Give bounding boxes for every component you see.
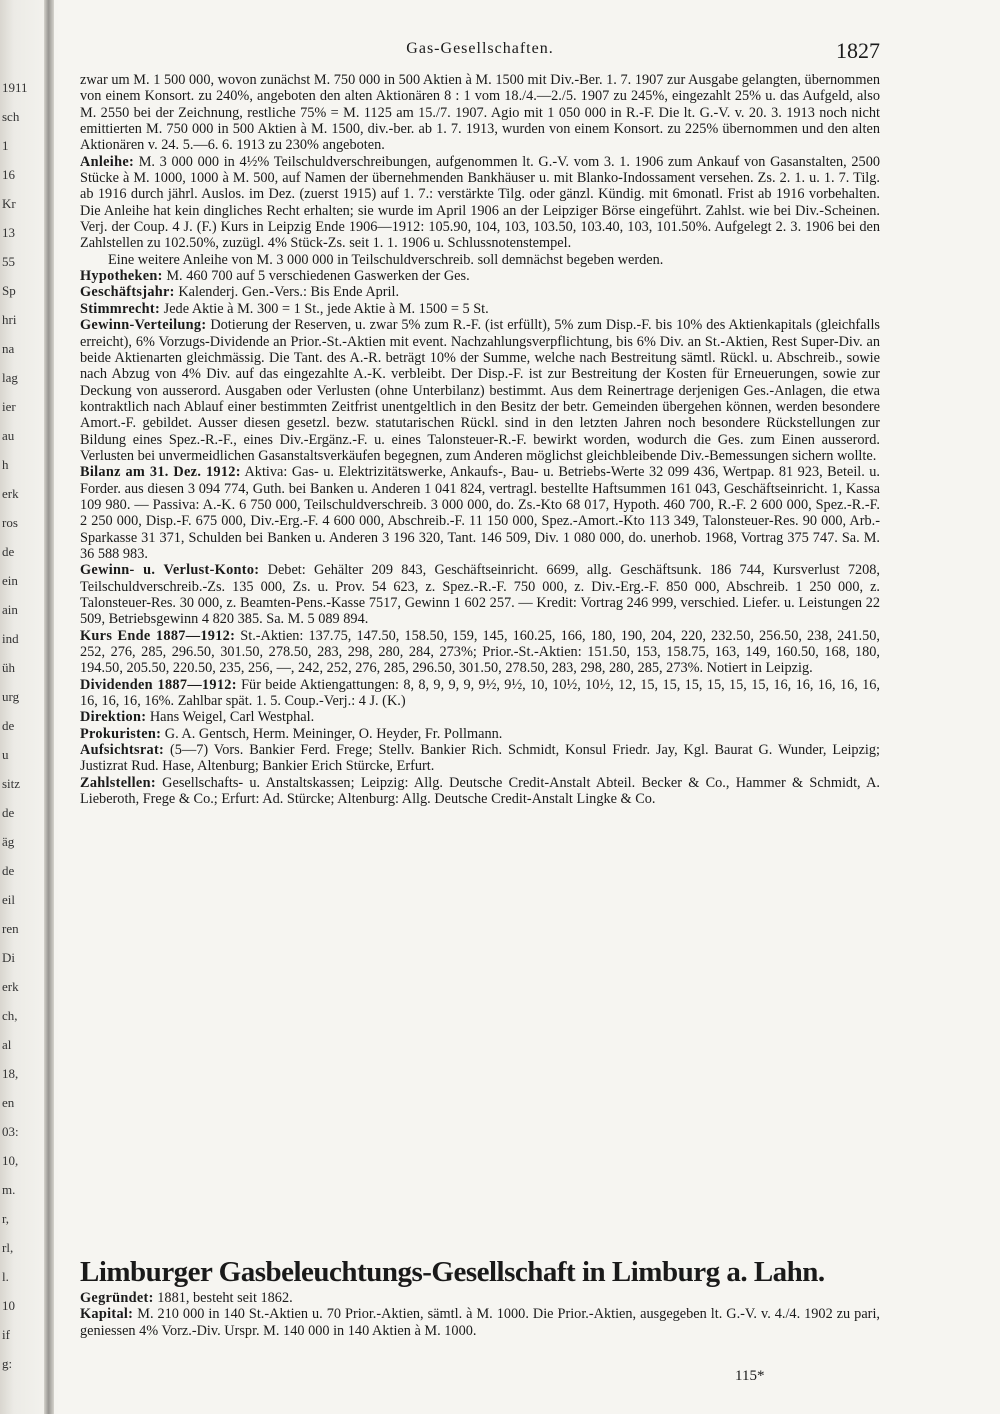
- company-entry-limburg: [80, 1290, 880, 1339]
- margin-fragment: rl,: [2, 1240, 14, 1255]
- margin-fragment: r,: [2, 1211, 10, 1226]
- entry-paragraph: [80, 726, 880, 742]
- margin-fragment: 16: [2, 167, 15, 182]
- signature-mark: 115*: [735, 1368, 765, 1384]
- margin-fragment: üh: [2, 660, 15, 675]
- margin-fragment: l.: [2, 1269, 9, 1284]
- entry-paragraph: [80, 709, 880, 725]
- margin-fragment: eil: [2, 892, 15, 907]
- margin-fragment: 55: [2, 254, 15, 269]
- entry-paragraph: [80, 1290, 880, 1306]
- margin-fragment: 13: [2, 225, 15, 240]
- margin-fragment: sitz: [2, 776, 21, 791]
- margin-fragment: m.: [2, 1182, 16, 1197]
- paragraph-text: M. 3 000 000 in 4½% Teilschuldverschreibungen, aufgenommen lt. G.-V. vom 3. 1. 1906 zum Ankauf von Gasanstalten, 2500 Stücke à M. 1000, 1000 à M. 500, auf Namen der übernehmenden Bankhäuser u. mit Blanko-Indossament versehen. Zs. 2. 1. u. 1. 7. Tilg. ab 1916 durch jährl. Auslos. im Dez. (zuerst 1915) auf 1. 7.: verstärkte Tilg. oder gänzl. Kündig. mit 6monatl. Frist ab 1916 vorbehalten. Die Anleihe hat kein dingliches Recht erhalten; sie wurde im April 1906 an der Leipziger Börse eingeführt. Zahlst. wie bei Div.-Scheinen. Verj. der Coup. 4 J. (F.) Kurs in Leipzig Ende 1906—1912: 105.90, 104, 103, 103.50, 103.40, 103, 101.50%. Aufgelegt 2. 3. 1906 bei den Zahlstellen zu 102.50%, zuzügl. 4% Stück-Zs. seit 1. 1. 1906 u. Schlussnotenstempel.: [80, 153, 880, 252]
- paragraph-text: Gesellschafts- u. Anstaltskassen; Leipzig: Allg. Deutsche Credit-Anstalt Abteil. Becker & Co., Hammer & Schmidt, A. Lieberoth, Frege & Co.; Erfurt: Ad. Stürcke; Altenburg: Allg. Deutsche Credit-Anstalt Lingke & Co.: [80, 774, 880, 808]
- company-heading: Limburger Gasbeleuchtungs-Gesellschaft in Limburg a. Lahn.: [80, 1256, 825, 1288]
- paragraph-label: Direktion:: [80, 709, 147, 726]
- margin-fragment: urg: [2, 689, 20, 704]
- margin-fragment: 18,: [2, 1066, 19, 1081]
- entry-paragraph: [80, 154, 880, 252]
- margin-fragment: ier: [2, 399, 16, 414]
- margin-fragment: al: [2, 1037, 12, 1052]
- paragraph-text: Debet: Gehälter 209 843, Geschäftseinricht. 6699, allg. Geschäftsunk. 186 744, Kursverlust 7208, Teilschuldverschreib.-Zs. 135 000, Zs. u. Prov. 54 623, z. Spez.-R.-F. 750 000, z. Div.-Erg.-F. 850 000, Abschreib. 1 250 000, z. Talonsteuer-Res. 30 000, z. Beamten-Pens.-Kasse 7517, Gewinn 1 602 257. — Kredit: Vortrag 246 999, verschied. Liefer. u. Leistungen 22 509, Betriebsgewinn 4 820 385. Sa. M. 5 089 894.: [80, 562, 880, 628]
- paragraph-text: St.-Aktien: 137.75, 147.50, 158.50, 159, 145, 160.25, 166, 180, 190, 204, 220, 232.50, 256.50, 238, 241.50, 252, 276, 285, 296.50, 301.50, 278.50, 283, 298, 280, 284, 273%; Prior.-St.-Aktien: 151.50, 153, 158.75, 163, 149, 160.50, 168, 180, 194.50, 205.50, 220.50, 235, 256, —, 242, 252, 276, 285, 296.50, 301.50, 278.50, 283, 298, 280, 285, 273%. Notiert in Leipzig.: [80, 627, 880, 677]
- entry-paragraph: [80, 284, 880, 300]
- paragraph-label: Hypotheken:: [80, 268, 163, 285]
- paragraph-label: Gegründet:: [80, 1290, 154, 1306]
- paragraph-label: Gewinn- u. Verlust-Konto:: [80, 562, 260, 579]
- running-title: Gas-Gesellschaften.: [406, 40, 554, 57]
- paragraph-label: Anleihe:: [80, 153, 135, 170]
- paragraph-text: Für beide Aktiengattungen: 8, 8, 9, 9, 9, 9½, 9½, 10, 10½, 10½, 12, 15, 15, 15, 15, 15, 15, 16, 16, 16, 16, 16, 16, 16, 16, 16%. Zahlbar spät. 1. 5. Coup.-Verj.: 4 J. (K.): [80, 676, 880, 710]
- paragraph-text: M. 460 700 auf 5 verschiedenen Gaswerken der Ges.: [166, 268, 470, 285]
- entry-paragraph: [80, 1306, 880, 1339]
- entry-paragraph: [80, 775, 880, 808]
- paragraph-text: Jede Aktie à M. 300 = 1 St., jede Aktie à M. 1500 = 5 St.: [163, 300, 489, 317]
- margin-fragment: en: [2, 1095, 15, 1110]
- margin-fragment: ein: [2, 573, 18, 588]
- margin-fragment: if: [2, 1327, 10, 1342]
- paragraph-label: Aufsichtsrat:: [80, 742, 165, 759]
- paragraph-text: (5—7) Vors. Bankier Ferd. Frege; Stellv. Bankier Rich. Schmidt, Konsul Friedr. Jay, Kgl. Baurat G. Wunder, Leipzig; Justizrat Rud. Hase, Altenburg; Bankier Erich Stürcke, Erfurt.: [80, 742, 881, 775]
- paragraph-label: Kapital:: [80, 1306, 134, 1323]
- entry-paragraph: [80, 301, 880, 317]
- margin-fragment: 10,: [2, 1153, 19, 1168]
- paragraph-text: G. A. Gentsch, Herm. Meininger, O. Heyder, Fr. Pollmann.: [164, 725, 503, 742]
- paragraph-label: Gewinn-Verteilung:: [80, 317, 207, 334]
- paragraph-label: Prokuristen:: [80, 725, 162, 742]
- margin-fragment: sch: [2, 109, 20, 124]
- margin-fragment: ain: [2, 602, 18, 617]
- paragraph-label: Geschäftsjahr:: [80, 284, 175, 301]
- margin-fragment: erk: [2, 979, 19, 994]
- margin-fragment: 10: [2, 1298, 15, 1313]
- paragraph-label: Dividenden 1887—1912:: [80, 676, 237, 693]
- company-entry-continued: [80, 72, 880, 807]
- margin-fragment: Sp: [2, 283, 16, 298]
- margin-fragment: hri: [2, 312, 17, 327]
- paragraph-text: Kalenderj. Gen.-Vers.: Bis Ende April.: [178, 284, 400, 301]
- paragraph-text: Hans Weigel, Carl Westphal.: [149, 709, 315, 726]
- margin-fragment: na: [2, 341, 15, 356]
- paragraph-text: Eine weitere Anleihe von M. 3 000 000 in Teilschuldverschreib. soll demnächst begeben werden.: [108, 251, 664, 268]
- paragraph-text: 1881, besteht seit 1862.: [157, 1290, 293, 1306]
- margin-fragment: 03:: [2, 1124, 19, 1139]
- paragraph-text: Dotierung der Reserven, u. zwar 5% zum R.-F. (ist erfüllt), 5% zum Disp.-F. bis 10% des Aktienkapitals (gleichfalls erreicht), 6% Vorzugs-Dividende an Prior.-St.-Aktien mit event. Nachzahlungsverpflichtung, bis 6% Div. an St.-Aktien, Rest Super-Div. an beide Aktienarten gleichmässig. Die Tant. des A.-R. beträgt 10% der Summe, welche nach Bestreitung sämtl. Rückl. u. Abschreib., sowie nach Abzug von 4% Div. auf das eingezahlte A.-K. verbleibt. Der Disp.-F. ist zur Bestreitung der Kosten für Erneuerungen, sowie zur Deckung von ausserord. Ausgaben oder Verlusten (ohne Unterbilanz) bestimmt. Aus dem Reinertrage derjenigen Ges.-Anlagen, die etwa kontraktlich nach Ablauf einer bestimmten Zeitfrist unentgeltlich in den Besitz der betr. Gemeinden übergehen können, werden besondere Amort.-F. gebildet. Ausser diesen gesetzl. bezw. statutarischen Rückl. sind in den letzten Jahren noch besondere Rückstellungen zur Bildung eines Spez.-R.-F., eines Div.-Ergänz.-F. u. eines Talonsteuer-R.-F. bewirkt worden, wodurch die Ges. zum Einen ausserord. Verlusten bei unvermeidlichen Gasanstaltsverkäufen begegnen, zum Anderen möglichst gleichbleibende Div.-Bemessungen sichern wollte.: [80, 317, 880, 464]
- margin-fragment: 1: [2, 138, 9, 153]
- entry-paragraph: [80, 72, 880, 154]
- left-margin-text-fragments: [0, 0, 42, 1414]
- entry-paragraph: [80, 677, 880, 710]
- paragraph-label: Bilanz am 31. Dez. 1912:: [80, 464, 241, 481]
- entry-paragraph: [80, 562, 880, 627]
- margin-fragment: Di: [2, 950, 15, 965]
- page-number: 1827: [836, 38, 880, 63]
- entry-paragraph: [80, 317, 880, 464]
- margin-fragment: ren: [2, 921, 19, 936]
- paragraph-label: Kurs Ende 1887—1912:: [80, 627, 236, 644]
- margin-fragment: erk: [2, 486, 19, 501]
- page-header: [80, 38, 880, 64]
- margin-fragment: au: [2, 428, 15, 443]
- margin-fragment: u: [2, 747, 9, 762]
- paragraph-text: zwar um M. 1 500 000, wovon zunächst M. 750 000 in 500 Aktien à M. 1500 mit Div.-Ber. 1. 7. 1907 zur Ausgabe gelangten, übernommen von einem Konsort. zu 240%, angeboten den alten Aktionären 8 : 1 vom 18./4.—2./5. 1907 zu 245%, eingezahlt 25% u. das Aufgeld, also M. 2550 bei der Zeichnung, restliche 75% = M. 1125 am 15./7. 1907. Agio mit 1 050 000 in R.-F. Die lt. G.-V. v. 20. 3. 1913 noch nicht emittierten M. 750 000 in 500 Aktien à M. 1500, div.-ber. ab 1. 7. 1913, wurden von einem Konsort. zu 225% übernommen und den alten Aktionären v. 24. 5.—6. 6. 1913 zu 230% angeboten.: [80, 72, 880, 154]
- entry-paragraph: [80, 628, 880, 677]
- margin-fragment: g:: [2, 1356, 13, 1371]
- entry-paragraph: [80, 268, 880, 284]
- margin-fragment: äg: [2, 834, 15, 849]
- margin-fragment: de: [2, 805, 15, 820]
- paragraph-label: Stimmrecht:: [80, 300, 161, 317]
- entry-paragraph: [80, 464, 880, 562]
- margin-fragment: de: [2, 718, 15, 733]
- margin-fragment: lag: [2, 370, 18, 385]
- margin-fragment: ind: [2, 631, 19, 646]
- margin-fragment: Kr: [2, 196, 16, 211]
- margin-fragment: ros: [2, 515, 18, 530]
- paragraph-text: M. 210 000 in 140 St.-Aktien u. 70 Prior.-Aktien, sämtl. à M. 1000. Die Prior.-Aktien, ausgegeben lt. G.-V. v. 4./4. 1902 zu pari, geniessen 4% Vorz.-Div. Urspr. M. 140 000 in 140 Aktien à M. 1000.: [80, 1306, 880, 1339]
- margin-fragment: ch,: [2, 1008, 18, 1023]
- margin-fragment: de: [2, 544, 15, 559]
- entry-paragraph: [80, 742, 880, 775]
- margin-fragment: de: [2, 863, 15, 878]
- paragraph-label: Zahlstellen:: [80, 774, 156, 791]
- paragraph-text: Aktiva: Gas- u. Elektrizitätswerke, Ankaufs-, Bau- u. Betriebs-Werte 32 099 436, Wertpap. 81 923, Beteil. u. Forder. aus diesen 3 094 774, Guth. bei Banken u. Anderen 1 041 824, vertragl. bestellte Haftsummen 161 043, Geschäftseinricht. 1, Kassa 109 980. — Passiva: A.-K. 6 750 000, Teilschuldverschreib. 3 000 000, do. Zs.-Kto 68 017, Hypoth. 460 700, R.-F. 2 600 000, Spez.-R.-F. 2 250 000, Disp.-F. 675 000, Div.-Erg.-F. 4 600 000, Abschreib.-F. 11 150 000, Spez.-Amort.-Kto 113 349, Talonsteuer-Res. 90 000, Arb.-Sparkasse 31 371, Schulden bei Banken u. Anderen 3 196 320, Tant. 146 509, Div. 1 080 000, do. unerhob. 1968, Vortrag 375 747. Sa. M. 36 588 983.: [80, 464, 881, 562]
- entry-paragraph: [80, 252, 880, 268]
- margin-fragment: h: [2, 457, 9, 472]
- margin-fragment: 1911: [2, 80, 28, 95]
- book-binding-shadow: [44, 0, 54, 1414]
